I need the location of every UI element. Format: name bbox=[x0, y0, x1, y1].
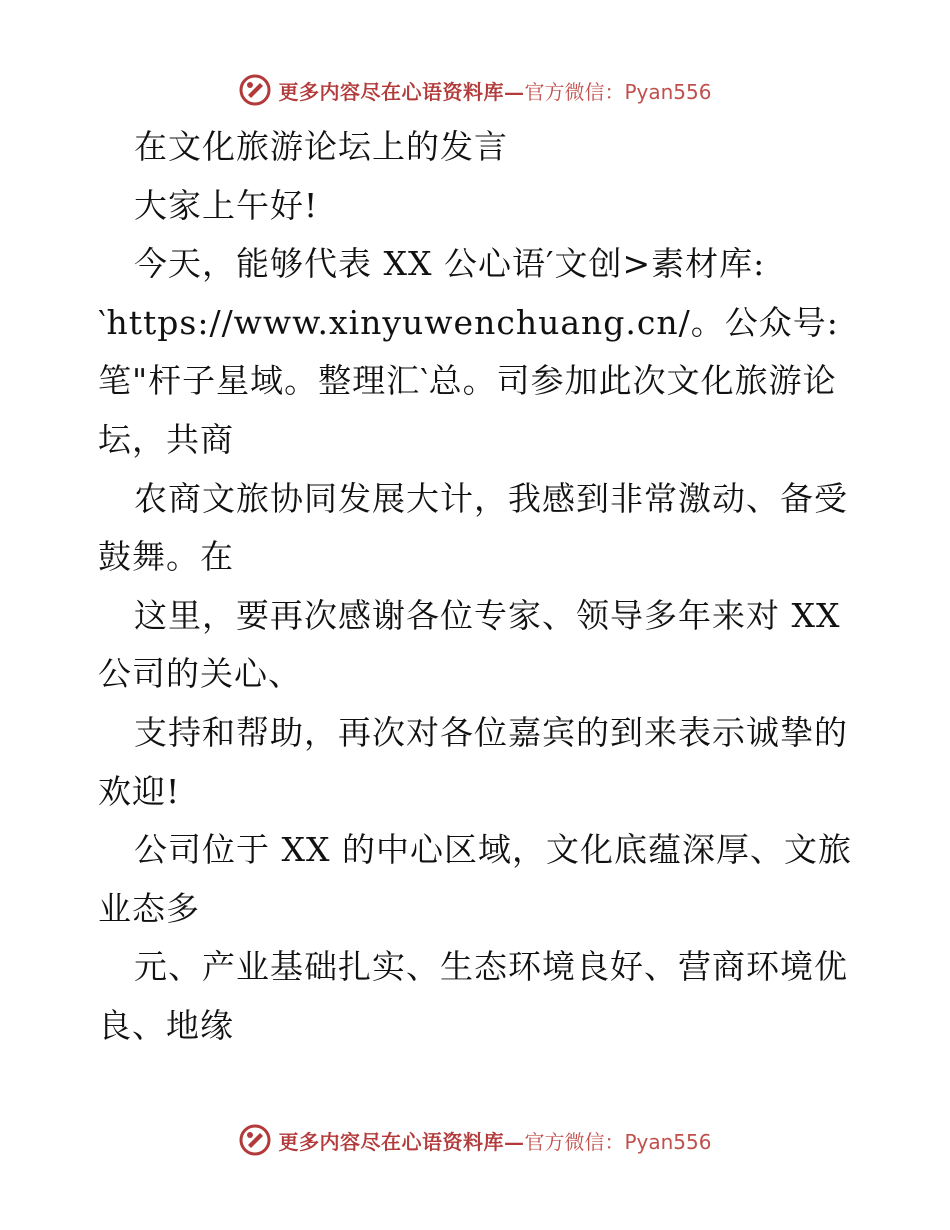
paragraph-line: 今天，能够代表 XX 公心语′文创>素材库: bbox=[134, 244, 766, 284]
footer-banner-text: 更多内容尽在心语资料库— bbox=[278, 1129, 525, 1154]
paragraph-line: 公司的关心、 bbox=[98, 654, 302, 694]
paragraph-line: 公司位于 XX 的中心区域，文化底蕴深厚、文旅 bbox=[134, 830, 852, 870]
paragraph-line: ‵https://www.xinyuwenchuang.cn/。公众号: bbox=[98, 302, 839, 342]
greeting-line: 大家上午好! bbox=[134, 185, 319, 225]
paragraph-line: 笔"杆子星域。整理汇‵总。司参加此次文化旅游论 bbox=[98, 361, 837, 401]
header-banner-text: 更多内容尽在心语资料库— bbox=[278, 79, 525, 104]
paragraph-line: 欢迎! bbox=[98, 771, 181, 811]
paragraph-line: 坛，共商 bbox=[98, 419, 234, 459]
paragraph-line: 农商文旅协同发展大计，我感到非常激动、备受 bbox=[134, 478, 848, 518]
header-banner-contact: 官方微信：Pyan556 bbox=[524, 79, 712, 104]
paragraph-line: 这里，要再次感谢各位专家、领导多年来对 XX bbox=[134, 595, 841, 635]
speech-title: 在文化旅游论坛上的发言 bbox=[134, 127, 508, 166]
brand-logo-icon bbox=[238, 73, 272, 107]
paragraph-line: 良、地缘 bbox=[98, 1005, 234, 1045]
footer-banner-contact: 官方微信：Pyan556 bbox=[524, 1129, 712, 1154]
footer-watermark-banner bbox=[0, 1120, 950, 1160]
paragraph-line: 鼓舞。在 bbox=[98, 537, 234, 577]
brand-logo-icon bbox=[238, 1123, 272, 1157]
paragraph-line: 业态多 bbox=[98, 888, 200, 928]
paragraph-line: 支持和帮助，再次对各位嘉宾的到来表示诚挚的 bbox=[134, 712, 848, 752]
paragraph-line: 元、产业基础扎实、生态环境良好、营商环境优 bbox=[134, 947, 848, 987]
document-body bbox=[98, 118, 858, 1056]
header-watermark-banner bbox=[0, 70, 950, 110]
